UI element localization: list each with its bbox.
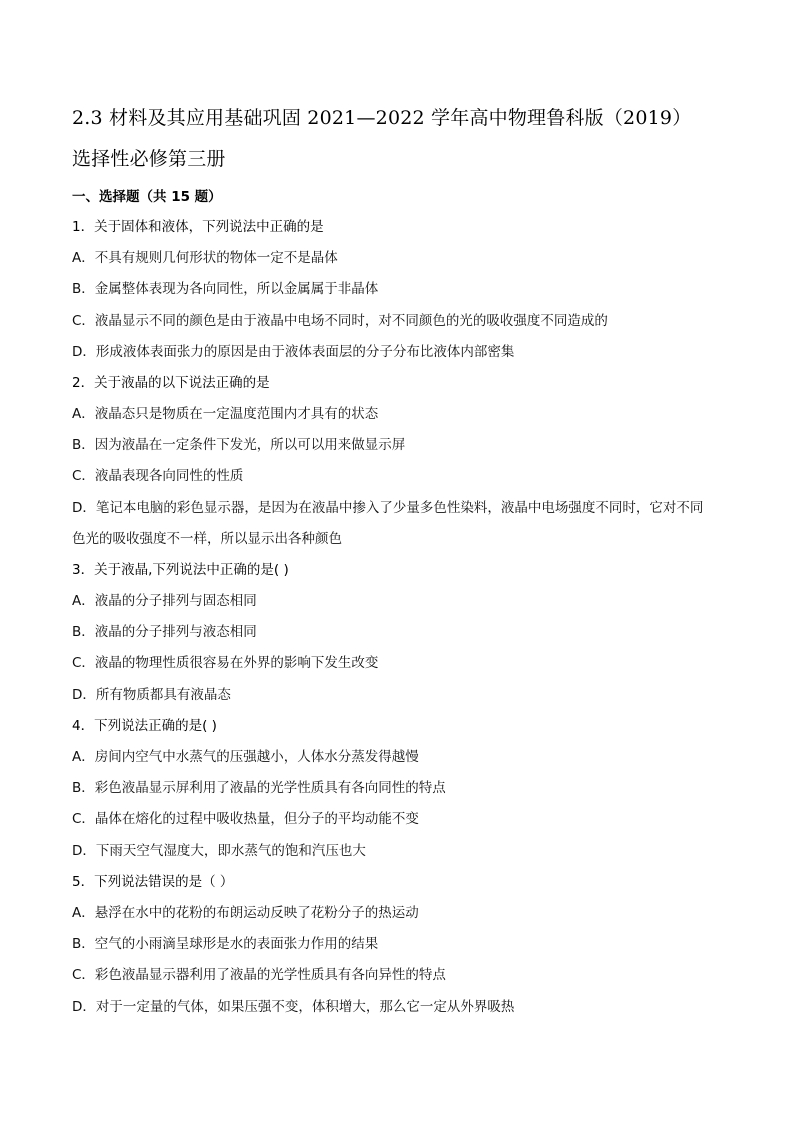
question-1-option-d: D．形成液体表面张力的原因是由于液体表面层的分子分布比液体内部密集 <box>72 344 515 360</box>
question-2-option-d: D．笔记本电脑的彩色显示器，是因为在液晶中掺入了少量多色性染料，液晶中电场强度不同时，它对不同 <box>72 500 704 516</box>
question-5-option-c: C．彩色液晶显示器利用了液晶的光学性质具有各向异性的特点 <box>72 967 446 983</box>
question-4-option-b: B．彩色液晶显示屏利用了液晶的光学性质具有各向同性的特点 <box>72 780 446 796</box>
question-4-option-c: C．晶体在熔化的过程中吸收热量，但分子的平均动能不变 <box>72 811 419 827</box>
question-4-option-a: A．房间内空气中水蒸气的压强越小，人体水分蒸发得越慢 <box>72 749 419 765</box>
question-5-stem: 5．下列说法错误的是（ ） <box>72 874 234 890</box>
question-2-option-b: B．因为液晶在一定条件下发光，所以可以用来做显示屏 <box>72 437 406 453</box>
question-1-option-b: B．金属整体表现为各向同性，所以金属属于非晶体 <box>72 281 379 297</box>
question-2-stem: 2．关于液晶的以下说法正确的是 <box>72 375 270 391</box>
question-1-option-c: C．液晶显示不同的颜色是由于液晶中电场不同时，对不同颜色的光的吸收强度不同造成的 <box>72 313 608 329</box>
question-4-option-d: D．下雨天空气湿度大，即水蒸气的饱和汽压也大 <box>72 843 366 859</box>
question-5-option-a: A．悬浮在水中的花粉的布朗运动反映了花粉分子的热运动 <box>72 905 419 921</box>
question-3-option-c: C．液晶的物理性质很容易在外界的影响下发生改变 <box>72 655 379 671</box>
question-5-option-b: B．空气的小雨滴呈球形是水的表面张力作用的结果 <box>72 936 379 952</box>
section-heading: 一、选择题（共 15 题） <box>72 189 222 205</box>
document-title-line-1: 2.3 材料及其应用基础巩固 2021—2022 学年高中物理鲁科版（2019） <box>72 107 692 129</box>
question-2-option-d-continued: 色光的吸收强度不一样，所以显示出各种颜色 <box>72 531 342 547</box>
question-3-option-b: B．液晶的分子排列与液态相同 <box>72 624 257 640</box>
question-1-option-a: A．不具有规则几何形状的物体一定不是晶体 <box>72 250 338 266</box>
question-3-option-d: D．所有物质都具有液晶态 <box>72 687 231 703</box>
question-3-stem: 3．关于液晶,下列说法中正确的是( ) <box>72 562 289 578</box>
question-1-stem: 1．关于固体和液体，下列说法中正确的是 <box>72 219 324 235</box>
question-3-option-a: A．液晶的分子排列与固态相同 <box>72 593 257 609</box>
document-title-line-2: 选择性必修第三册 <box>72 148 226 170</box>
question-5-option-d: D．对于一定量的气体，如果压强不变，体积增大，那么它一定从外界吸热 <box>72 999 515 1015</box>
question-2-option-a: A．液晶态只是物质在一定温度范围内才具有的状态 <box>72 406 379 422</box>
question-4-stem: 4．下列说法正确的是( ) <box>72 718 217 734</box>
question-2-option-c: C．液晶表现各向同性的性质 <box>72 468 244 484</box>
